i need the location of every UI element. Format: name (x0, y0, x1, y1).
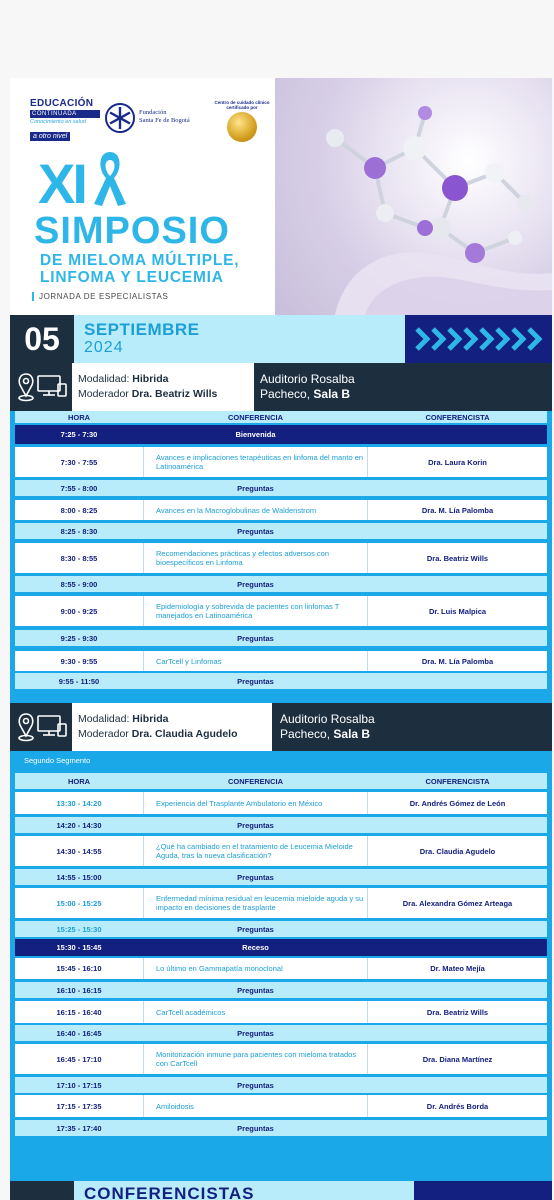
column-header-conferencista: CONFERENCISTA (425, 412, 490, 422)
session-speaker: Dra. Claudia Agudelo (419, 846, 496, 856)
session-time: 17:15 - 17:35 (56, 1101, 102, 1111)
session-title: CarTcell académicos (143, 1001, 368, 1023)
table-row (15, 500, 547, 520)
schedule-segment-1 (10, 411, 552, 703)
session-time: 7:30 - 7:55 (60, 457, 98, 467)
subtitle-line-1: DE MIELOMA MÚLTIPLE, (40, 252, 240, 269)
table-row (15, 425, 547, 444)
speakers-title: CONFERENCISTAS (74, 1181, 414, 1200)
session-time: 13:30 - 14:20 (56, 798, 102, 808)
session-time: 9:00 - 9:25 (60, 606, 98, 616)
tagline: JORNADA DE ESPECIALISTAS (32, 292, 168, 301)
certification-seal (214, 100, 270, 142)
session-title: Receso (242, 943, 269, 952)
auditorium-line: Auditorio Rosalba (260, 372, 355, 386)
segment-label: Segundo Segmento (24, 756, 91, 765)
table-row (15, 836, 547, 866)
session-speaker: Dra. Beatriz Wills (426, 553, 489, 563)
session-title: ¿Qué ha cambiado en el tratamiento de Leucemia Mieloide Aguda, tras la nueva clasificación? (143, 836, 368, 866)
session-time: 7:55 - 8:00 (60, 483, 98, 493)
session-title: Preguntas (237, 872, 274, 882)
session-title: Preguntas (237, 526, 274, 536)
table-row (15, 651, 547, 671)
session-time: 8:30 - 8:55 (60, 553, 98, 563)
session-time: 15:30 - 15:45 (56, 943, 102, 952)
table-row (15, 869, 547, 885)
table-row (15, 596, 547, 626)
date-year: 2024 (84, 339, 124, 356)
modality-label: Modalidad: (78, 373, 130, 385)
auditorium-line: Pacheco, (280, 727, 331, 741)
session-speaker: Dra. Diana Martínez (422, 1054, 493, 1064)
table-row (15, 1095, 547, 1117)
title-number: XI (38, 152, 85, 215)
session-time: 15:00 - 15:25 (56, 898, 102, 908)
logo-line: Santa Fe de Bogotá (139, 117, 190, 124)
location-monitor-icon (16, 708, 70, 746)
session-title: Avances e implicaciones terapéuticas en linfoma del manto en Latinoamérica (143, 447, 368, 477)
modality-value: Hibrida (132, 713, 169, 725)
session-time: 9:55 - 11:50 (58, 676, 100, 686)
table-row (15, 673, 547, 689)
table-row (15, 921, 547, 937)
column-header-conferencia: CONFERENCIA (227, 412, 283, 422)
session-title: Recomendaciones prácticas y efectos adversos con bioespecíficos en Linfoma (143, 543, 368, 573)
table-row (15, 1025, 547, 1041)
session-time: 8:00 - 8:25 (60, 505, 98, 515)
date-day: 05 (10, 315, 74, 363)
session-speaker: Dr. Andrés Borda (426, 1101, 489, 1111)
session-speaker: Dra. Laura Korin (428, 457, 487, 467)
auditorium-line: Pacheco, (260, 387, 311, 401)
session-speaker: Dr. Mateo Mejía (430, 964, 485, 973)
snowflake-icon (105, 103, 135, 133)
table-row (15, 1120, 547, 1136)
session-time: 16:40 - 16:45 (56, 1028, 102, 1038)
session-time: 17:10 - 17:15 (56, 1080, 102, 1090)
title-main: SIMPOSIO (34, 210, 230, 252)
modality-label: Modalidad: (78, 713, 130, 725)
table-row (15, 982, 547, 998)
logo-line: EDUCACIÓN (30, 98, 94, 109)
column-header-hora: HORA (67, 776, 91, 786)
table-row (15, 630, 547, 646)
session-time: 8:55 - 9:00 (60, 579, 98, 589)
session-time: 15:25 - 15:30 (56, 924, 102, 934)
logo-line: a otro nivel (30, 132, 70, 141)
table-row (15, 792, 547, 814)
chevron-decoration (414, 1181, 552, 1200)
session-title: Monitorización inmune para pacientes con mieloma tratados con CarTcell (143, 1044, 368, 1074)
session-time: 14:30 - 14:55 (56, 846, 102, 856)
session-title: Preguntas (237, 1028, 274, 1038)
session-time: 7:25 - 7:30 (60, 430, 98, 439)
table-row (15, 480, 547, 496)
table-row (15, 939, 547, 956)
modality-value: Hibrida (132, 373, 169, 385)
table-row (15, 958, 547, 979)
chevrons-right-icon (413, 326, 543, 352)
session-title: CarTcell y Linfomas (143, 651, 368, 671)
seal-text: Centro de cuidado clínico certificado por (214, 100, 270, 110)
column-header-conferencia: CONFERENCIA (227, 776, 283, 786)
location-monitor-icon (16, 368, 70, 406)
awareness-ribbon-icon (90, 148, 130, 208)
session-title: Preguntas (237, 579, 274, 589)
chevron-decoration (405, 315, 552, 363)
auditorium-room: Sala B (333, 727, 371, 741)
segment-1-auditorium (260, 372, 355, 402)
session-title: Amiloidosis (143, 1095, 368, 1117)
session-speaker: Dra. M. Lía Palomba (421, 505, 494, 515)
segment-2-modality-box (72, 703, 272, 751)
table-row (15, 447, 547, 477)
table-row (15, 817, 547, 833)
table-row (15, 543, 547, 573)
schedule-segment-2 (10, 751, 552, 1181)
session-title: Enfermedad mínima residual en leucemia mieloide aguda y su impacto en decisiones de trasplante (143, 888, 368, 918)
session-time: 17:35 - 17:40 (56, 1123, 102, 1133)
moderator-value: Dra. Beatriz Wills (131, 388, 218, 400)
logo-line: CONTINUADA (30, 110, 100, 118)
session-time: 14:55 - 15:00 (56, 872, 102, 882)
logo-line: Conocimiento en salud (30, 119, 86, 125)
session-title: Preguntas (237, 483, 274, 493)
table-row (15, 523, 547, 539)
molecule-hand-image (275, 78, 552, 315)
column-header-conferencista: CONFERENCISTA (425, 776, 490, 786)
educacion-continuada-logo (30, 98, 100, 143)
table-row (15, 576, 547, 592)
column-header-hora: HORA (67, 412, 91, 422)
moderator-label: Moderador (78, 388, 129, 400)
segment-1-info-bar (10, 363, 552, 411)
subtitle-line-2: LINFOMA Y LEUCEMIA (40, 269, 224, 286)
session-time: 16:45 - 17:10 (56, 1054, 102, 1064)
session-title: Epidemiología y sobrevida de pacientes con linfomas T manejados en Latinoamérica (143, 596, 368, 626)
session-title: Preguntas (237, 676, 274, 686)
session-time: 9:30 - 9:55 (60, 656, 98, 666)
session-time: 14:20 - 14:30 (56, 820, 102, 830)
session-title: Avances en la Macroglobulinas de Waldenstrom (143, 500, 368, 520)
session-speaker: Dra. Alexandra Gómez Arteaga (402, 898, 513, 908)
table-row (15, 888, 547, 918)
table-row (15, 1077, 547, 1093)
session-time: 16:15 - 16:40 (56, 1007, 102, 1017)
session-time: 16:10 - 16:15 (56, 985, 102, 995)
auditorium-line: Auditorio Rosalba (280, 712, 375, 726)
session-title: Preguntas (237, 985, 274, 995)
moderator-value: Dra. Claudia Agudelo (131, 728, 238, 740)
session-title: Preguntas (237, 1080, 274, 1090)
session-time: 15:45 - 16:10 (56, 964, 102, 973)
session-title: Preguntas (237, 820, 274, 830)
auditorium-room: Sala B (313, 387, 351, 401)
session-title: Preguntas (237, 1123, 274, 1133)
table-header-row (15, 773, 547, 789)
table-row (15, 1044, 547, 1074)
segment-1-modality-box (72, 363, 254, 411)
session-time: 8:25 - 8:30 (60, 526, 98, 536)
date-month: SEPTIEMBRE (84, 320, 200, 339)
speakers-section-header (10, 1181, 552, 1200)
symposium-poster (10, 78, 552, 1200)
table-row (15, 1001, 547, 1023)
table-header-row (15, 411, 547, 423)
session-speaker: Dra. M. Lía Palomba (421, 656, 494, 666)
moderator-label: Moderador (78, 728, 129, 740)
fundacion-santa-fe-logo (105, 103, 225, 133)
session-title: Preguntas (237, 633, 274, 643)
session-speaker: Dr. Luis Malpica (428, 606, 487, 616)
session-title: Experiencia del Trasplante Ambulatorio en México (143, 792, 368, 814)
session-speaker: Dr. Andrés Gómez de León (409, 798, 506, 808)
segment-2-info-bar (10, 703, 552, 751)
logo-line: Fundación (139, 109, 167, 116)
session-title: Bienvenida (235, 430, 276, 439)
session-time: 9:25 - 9:30 (60, 633, 98, 643)
session-title: Preguntas (237, 924, 274, 934)
segment-2-auditorium (280, 712, 375, 742)
poster-header (10, 78, 552, 315)
session-title: Lo último en Gammapatía monoclonal (143, 958, 368, 979)
session-speaker: Dra. Beatriz Wills (426, 1007, 489, 1017)
gold-seal-icon (227, 112, 257, 142)
date-band (10, 315, 552, 363)
